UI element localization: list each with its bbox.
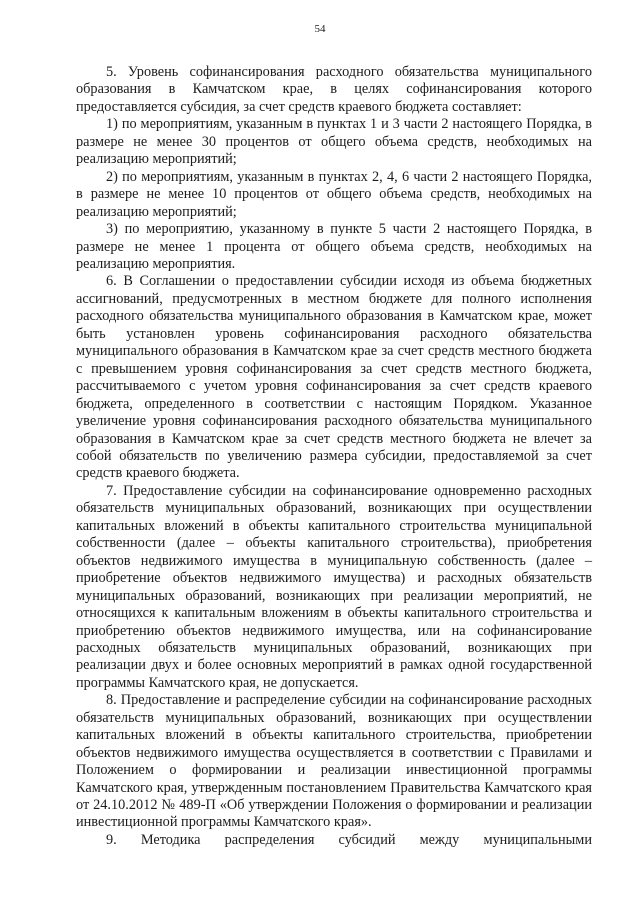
paragraph-5: 5. Уровень софинансирования расходного обязательства муниципального образования в Камчатском крае, в целях софинансирования которого предоставляется субсидия, за счет средств краевого бюджета составляет: [76,64,592,115]
paragraph-9: 9. Методика распределения субсидий между муниципальными [106,831,592,848]
list-item-1: 1) по мероприятиям, указанным в пунктах 1 и 3 части 2 настоящего Порядка, в размере не менее 30 процентов от общего объема средств, необходимых на реализацию мероприятий; [76,116,592,168]
paragraph-8: 8. Предоставление и распределение субсидии на софинансирование расходных обязательств муниципальных образований, возникающих при осуществлении капитальных вложений в объекты капитального строительства, приобретении объектов недвижимого имущества осуществляется в соответствии с Правилами и Положением о формировании и реализации инвестиционной программы Камчатского края, утвержденным постановлением Правительства Камчатского края от 24.10.2012 № 489-П «Об утверждении Положения о формировании и реализации инвестиционной программы Камчатского края». [76,692,592,831]
page-number: 54 [314,23,326,35]
list-item-2: 2) по мероприятиям, указанным в пунктах 2, 4, 6 части 2 настоящего Порядка, в размере не менее 10 процентов от общего объема средств, необходимых на реализацию мероприятий; [76,168,592,220]
document-body [76,64,592,849]
paragraph-7: 7. Предоставление субсидии на софинансирование одновременно расходных обязательств муниципальных образований, возникающих при осуществлении капитальных вложений в объекты капитального строительства муниципальной собственности (далее – объекты капитального строительства), приобретения объектов недвижимого имущества в муниципальную собственность (далее – приобретение объектов недвижимого имущества) и расходных обязательств муниципальных образований, возникающих при реализации мероприятий, не относящихся к капитальным вложениям в объекты капитального строительства и приобретению объектов недвижимого имущества, или на софинансирование расходных обязательств муниципальных образований, возникающих при реализации двух и более основных мероприятий в рамках одной государственной программы Камчатского края, не допускается. [76,482,592,691]
list-item-3: 3) по мероприятию, указанному в пункте 5 части 2 настоящего Порядка, в размере не менее 1 процента от общего объема средств, необходимых на реализацию мероприятия. [76,221,592,272]
paragraph-6: 6. В Соглашении о предоставлении субсидии исходя из объема бюджетных ассигнований, предусмотренных в местном бюджете для полного исполнения расходного обязательства муниципального образования в Камчатском крае, может быть установлен уровень софинансирования расходного обязательства муниципального образования в Камчатском крае за счет средств местного бюджета с превышением уровня софинансирования за счет средств местного бюджета, рассчитываемого с учетом уровня софинансирования за счет средств краевого бюджета, определенного в соответствии с настоящим Порядком. Указанное увеличение уровня софинансирования расходного обязательства муниципального образования в Камчатском крае за счет средств местного бюджета не влечет за собой обязательств по увеличению размера субсидии, предоставляемой за счет средств краевого бюджета. [76,273,592,482]
